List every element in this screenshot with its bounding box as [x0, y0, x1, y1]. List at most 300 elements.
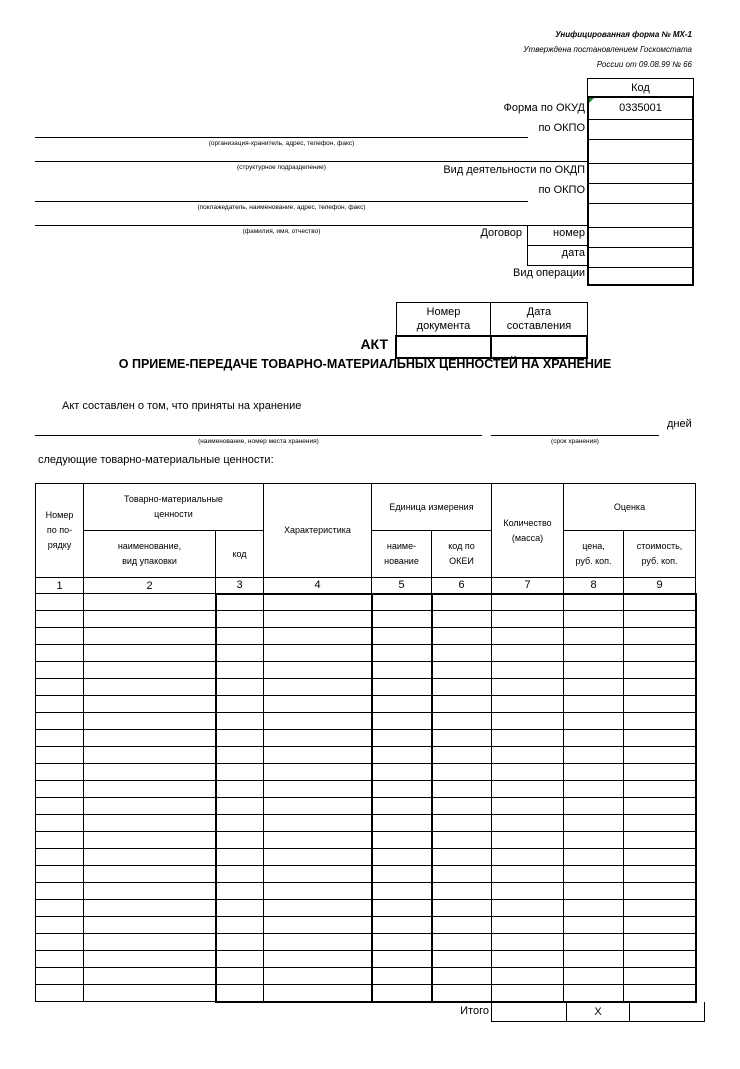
goods-name-cell[interactable] — [84, 628, 216, 645]
unit-name-cell[interactable] — [372, 900, 432, 917]
unit-name-cell[interactable] — [372, 628, 432, 645]
price-cell[interactable] — [564, 866, 624, 883]
goods-code-cell[interactable] — [216, 849, 264, 866]
price-cell[interactable] — [564, 951, 624, 968]
price-cell[interactable] — [564, 679, 624, 696]
days-label: дней — [667, 418, 692, 430]
characteristic-cell[interactable] — [264, 645, 372, 662]
okdp-code-cell[interactable] — [589, 163, 692, 184]
doc-number-head-line2: документа — [416, 320, 471, 332]
depositor-field-line[interactable] — [35, 201, 528, 202]
goods-code-cell[interactable] — [216, 917, 264, 934]
col-number-3: 3 — [216, 578, 264, 594]
price-cell[interactable] — [564, 883, 624, 900]
goods-code-cell[interactable] — [216, 883, 264, 900]
person-hint: (фамилия, имя, отчество) — [242, 228, 321, 235]
quantity-cell[interactable] — [492, 866, 564, 883]
unit-okei-cell[interactable] — [432, 798, 492, 815]
price-cell[interactable] — [564, 900, 624, 917]
price-cell[interactable] — [564, 849, 624, 866]
cost-cell[interactable] — [624, 883, 696, 900]
quantity-cell[interactable] — [492, 917, 564, 934]
total-quantity-cell[interactable] — [492, 1002, 567, 1022]
goods-name-cell[interactable] — [84, 713, 216, 730]
contract-number-label: номер — [553, 227, 585, 239]
characteristic-cell[interactable] — [264, 866, 372, 883]
goods-name-cell[interactable] — [84, 679, 216, 696]
characteristic-cell[interactable] — [264, 968, 372, 985]
quantity-cell[interactable] — [492, 594, 564, 611]
goods-name-cell[interactable] — [84, 866, 216, 883]
quantity-cell[interactable] — [492, 679, 564, 696]
code-box — [587, 96, 694, 286]
unit-okei-cell[interactable] — [432, 611, 492, 628]
head-evaluation: Оценка — [564, 484, 696, 531]
head-quantity — [492, 484, 564, 578]
unit-okei-cell[interactable] — [432, 832, 492, 849]
contract-date-label: дата — [561, 247, 585, 259]
goods-name-cell[interactable] — [84, 662, 216, 679]
table-row — [36, 696, 696, 713]
okpo2-code-cell[interactable] — [589, 183, 692, 204]
quantity-cell[interactable] — [492, 883, 564, 900]
unit-okei-cell[interactable] — [432, 662, 492, 679]
col-number-7: 7 — [492, 578, 564, 594]
row-number-cell[interactable] — [36, 747, 84, 764]
unit-okei-cell[interactable] — [432, 679, 492, 696]
contract-label: Договор — [480, 227, 522, 239]
head-price-l2: руб. коп. — [575, 556, 612, 566]
price-cell[interactable] — [564, 917, 624, 934]
price-cell[interactable] — [564, 645, 624, 662]
price-cell[interactable] — [564, 662, 624, 679]
unit-okei-cell[interactable] — [432, 628, 492, 645]
cost-cell[interactable] — [624, 747, 696, 764]
head-unit-name — [372, 531, 432, 578]
unit-okei-cell[interactable] — [432, 968, 492, 985]
storage-place-line[interactable] — [35, 435, 482, 436]
operation-type-cell[interactable] — [589, 267, 692, 285]
goods-code-cell[interactable] — [216, 900, 264, 917]
characteristic-cell[interactable] — [264, 798, 372, 815]
quantity-cell[interactable] — [492, 968, 564, 985]
unit-name-cell[interactable] — [372, 696, 432, 713]
goods-name-cell[interactable] — [84, 747, 216, 764]
goods-name-cell[interactable] — [84, 798, 216, 815]
cost-cell[interactable] — [624, 645, 696, 662]
price-cell[interactable] — [564, 628, 624, 645]
row-number-cell[interactable] — [36, 628, 84, 645]
contract-number-cell[interactable] — [589, 227, 692, 248]
goods-name-cell[interactable] — [84, 883, 216, 900]
quantity-cell[interactable] — [492, 985, 564, 1002]
quantity-cell[interactable] — [492, 764, 564, 781]
goods-code-cell[interactable] — [216, 968, 264, 985]
unit-okei-cell[interactable] — [432, 866, 492, 883]
goods-code-cell[interactable] — [216, 764, 264, 781]
table-row — [36, 747, 696, 764]
characteristic-cell[interactable] — [264, 662, 372, 679]
cost-cell[interactable] — [624, 934, 696, 951]
unit-name-cell[interactable] — [372, 849, 432, 866]
goods-name-cell[interactable] — [84, 696, 216, 713]
quantity-cell[interactable] — [492, 645, 564, 662]
act-title: АКТ — [360, 336, 388, 352]
table-row — [36, 815, 696, 832]
quantity-cell[interactable] — [492, 628, 564, 645]
unit-name-cell[interactable] — [372, 730, 432, 747]
goods-name-cell[interactable] — [84, 611, 216, 628]
table-row — [36, 679, 696, 696]
cost-cell[interactable] — [624, 849, 696, 866]
goods-table — [35, 483, 697, 1003]
price-cell[interactable] — [564, 696, 624, 713]
goods-name-cell[interactable] — [84, 849, 216, 866]
act-subtitle: О ПРИЕМЕ-ПЕРЕДАЧЕ ТОВАРНО-МАТЕРИАЛЬНЫХ ЦЕННОСТЕЙ НА ХРАНЕНИЕ — [118, 357, 612, 371]
head-unit-name-l1: наиме- — [386, 541, 417, 551]
characteristic-cell[interactable] — [264, 611, 372, 628]
col-number-1: 1 — [36, 578, 84, 594]
characteristic-cell[interactable] — [264, 917, 372, 934]
head-unit-okei-l1: код по — [448, 541, 475, 551]
unit-okei-cell[interactable] — [432, 696, 492, 713]
table-row — [36, 730, 696, 747]
quantity-cell[interactable] — [492, 900, 564, 917]
head-price — [564, 531, 624, 578]
row-number-cell[interactable] — [36, 781, 84, 798]
characteristic-cell[interactable] — [264, 696, 372, 713]
head-goods-name-l2: вид упаковки — [122, 556, 177, 566]
characteristic-cell[interactable] — [264, 985, 372, 1002]
price-cell[interactable] — [564, 713, 624, 730]
unit-name-cell[interactable] — [372, 594, 432, 611]
quantity-cell[interactable] — [492, 934, 564, 951]
unit-okei-cell[interactable] — [432, 934, 492, 951]
unit-okei-cell[interactable] — [432, 917, 492, 934]
unit-name-cell[interactable] — [372, 645, 432, 662]
unit-name-cell[interactable] — [372, 781, 432, 798]
table-row — [36, 798, 696, 815]
characteristic-cell[interactable] — [264, 781, 372, 798]
price-cell[interactable] — [564, 798, 624, 815]
cost-cell[interactable] — [624, 985, 696, 1002]
total-price-cell: X — [567, 1002, 630, 1022]
quantity-cell[interactable] — [492, 849, 564, 866]
division-hint: (структурное подразделение) — [237, 164, 326, 171]
cost-cell[interactable] — [624, 713, 696, 730]
price-cell[interactable] — [564, 968, 624, 985]
price-cell[interactable] — [564, 781, 624, 798]
goods-code-cell[interactable] — [216, 645, 264, 662]
cost-cell[interactable] — [624, 696, 696, 713]
quantity-cell[interactable] — [492, 611, 564, 628]
cost-cell[interactable] — [624, 594, 696, 611]
table-row — [36, 968, 696, 985]
row-number-cell[interactable] — [36, 815, 84, 832]
price-cell[interactable] — [564, 747, 624, 764]
okud-code-value: 0335001 — [619, 102, 662, 114]
unit-name-cell[interactable] — [372, 611, 432, 628]
characteristic-cell[interactable] — [264, 713, 372, 730]
cost-cell[interactable] — [624, 900, 696, 917]
characteristic-cell[interactable] — [264, 849, 372, 866]
table-row — [36, 594, 696, 611]
row-number-cell[interactable] — [36, 798, 84, 815]
price-cell[interactable] — [564, 815, 624, 832]
unit-okei-cell[interactable] — [432, 849, 492, 866]
contract-date-cell[interactable] — [589, 247, 692, 268]
table-row — [36, 849, 696, 866]
table-row — [36, 611, 696, 628]
goods-name-cell[interactable] — [84, 968, 216, 985]
cost-cell[interactable] — [624, 815, 696, 832]
unit-name-cell[interactable] — [372, 985, 432, 1002]
quantity-cell[interactable] — [492, 662, 564, 679]
characteristic-cell[interactable] — [264, 934, 372, 951]
okpo2-label: по ОКПО — [538, 184, 585, 196]
price-cell[interactable] — [564, 611, 624, 628]
cost-cell[interactable] — [624, 628, 696, 645]
goods-code-cell[interactable] — [216, 985, 264, 1002]
goods-code-cell[interactable] — [216, 662, 264, 679]
price-cell[interactable] — [564, 934, 624, 951]
characteristic-cell[interactable] — [264, 951, 372, 968]
goods-code-cell[interactable] — [216, 747, 264, 764]
row-number-cell[interactable] — [36, 645, 84, 662]
cost-cell[interactable] — [624, 679, 696, 696]
cost-cell[interactable] — [624, 781, 696, 798]
price-cell[interactable] — [564, 832, 624, 849]
col-number-4: 4 — [264, 578, 372, 594]
row-number-cell[interactable] — [36, 985, 84, 1002]
quantity-cell[interactable] — [492, 798, 564, 815]
goods-name-cell[interactable] — [84, 934, 216, 951]
quantity-cell[interactable] — [492, 951, 564, 968]
characteristic-cell[interactable] — [264, 594, 372, 611]
row-number-cell[interactable] — [36, 849, 84, 866]
cost-cell[interactable] — [624, 968, 696, 985]
approval-line-2: России от 09.08.99 № 66 — [596, 60, 692, 69]
unit-name-cell[interactable] — [372, 883, 432, 900]
depositor-extra-code-cell[interactable] — [589, 203, 692, 228]
unit-name-cell[interactable] — [372, 951, 432, 968]
unit-okei-cell[interactable] — [432, 764, 492, 781]
unit-okei-cell[interactable] — [432, 781, 492, 798]
unit-okei-cell[interactable] — [432, 594, 492, 611]
unit-name-cell[interactable] — [372, 866, 432, 883]
head-cost-l1: стоимость, — [636, 541, 683, 551]
goods-code-cell[interactable] — [216, 713, 264, 730]
row-number-cell[interactable] — [36, 917, 84, 934]
head-unit-okei — [432, 531, 492, 578]
goods-name-cell[interactable] — [84, 764, 216, 781]
goods-name-cell[interactable] — [84, 781, 216, 798]
unit-name-cell[interactable] — [372, 917, 432, 934]
characteristic-cell[interactable] — [264, 764, 372, 781]
row-number-cell[interactable] — [36, 764, 84, 781]
division-field-line[interactable] — [35, 161, 587, 162]
unit-okei-cell[interactable] — [432, 730, 492, 747]
doc-number-value[interactable] — [396, 336, 491, 358]
unit-okei-cell[interactable] — [432, 713, 492, 730]
row-number-cell[interactable] — [36, 679, 84, 696]
row-number-cell[interactable] — [36, 934, 84, 951]
cost-cell[interactable] — [624, 951, 696, 968]
characteristic-cell[interactable] — [264, 747, 372, 764]
doc-number-head — [396, 303, 491, 337]
storage-term-hint: (срок хранения) — [551, 438, 599, 445]
totals-table — [491, 1002, 705, 1022]
unit-okei-cell[interactable] — [432, 645, 492, 662]
goods-code-cell[interactable] — [216, 611, 264, 628]
goods-code-cell[interactable] — [216, 798, 264, 815]
contract-bottom-line — [527, 265, 587, 266]
row-number-cell[interactable] — [36, 900, 84, 917]
total-label: Итого — [460, 1005, 489, 1017]
head-row-number-l2: по по- — [46, 525, 73, 535]
goods-code-cell[interactable] — [216, 951, 264, 968]
table-row — [36, 781, 696, 798]
okud-code-cell[interactable] — [589, 98, 692, 119]
goods-name-cell[interactable] — [84, 815, 216, 832]
quantity-cell[interactable] — [492, 696, 564, 713]
quantity-cell[interactable] — [492, 832, 564, 849]
characteristic-cell[interactable] — [264, 628, 372, 645]
person-field-line[interactable] — [35, 225, 587, 226]
unit-name-cell[interactable] — [372, 934, 432, 951]
contract-mid-line — [527, 245, 587, 246]
quantity-cell[interactable] — [492, 815, 564, 832]
row-number-cell[interactable] — [36, 968, 84, 985]
characteristic-cell[interactable] — [264, 730, 372, 747]
unit-name-cell[interactable] — [372, 798, 432, 815]
unit-okei-cell[interactable] — [432, 747, 492, 764]
quantity-cell[interactable] — [492, 781, 564, 798]
cost-cell[interactable] — [624, 832, 696, 849]
unit-okei-cell[interactable] — [432, 815, 492, 832]
goods-name-cell[interactable] — [84, 645, 216, 662]
goods-name-cell[interactable] — [84, 832, 216, 849]
goods-code-cell[interactable] — [216, 832, 264, 849]
cost-cell[interactable] — [624, 866, 696, 883]
code-header: Код — [587, 78, 694, 97]
cost-cell[interactable] — [624, 798, 696, 815]
goods-code-cell[interactable] — [216, 696, 264, 713]
characteristic-cell[interactable] — [264, 815, 372, 832]
price-cell[interactable] — [564, 764, 624, 781]
head-row-number — [36, 484, 84, 578]
goods-code-cell[interactable] — [216, 730, 264, 747]
goods-name-cell[interactable] — [84, 900, 216, 917]
okpo-code-cell[interactable] — [589, 119, 692, 140]
okdp-label: Вид деятельности по ОКДП — [443, 164, 585, 176]
goods-code-cell[interactable] — [216, 781, 264, 798]
unit-okei-cell[interactable] — [432, 985, 492, 1002]
row-number-cell[interactable] — [36, 662, 84, 679]
unit-name-cell[interactable] — [372, 679, 432, 696]
col-number-5: 5 — [372, 578, 432, 594]
row-number-cell[interactable] — [36, 594, 84, 611]
col-number-6: 6 — [432, 578, 492, 594]
org-field-line[interactable] — [35, 137, 528, 138]
goods-code-cell[interactable] — [216, 679, 264, 696]
row-number-cell[interactable] — [36, 951, 84, 968]
row-number-cell[interactable] — [36, 730, 84, 747]
characteristic-cell[interactable] — [264, 832, 372, 849]
quantity-cell[interactable] — [492, 713, 564, 730]
goods-code-cell[interactable] — [216, 934, 264, 951]
goods-code-cell[interactable] — [216, 628, 264, 645]
cost-cell[interactable] — [624, 764, 696, 781]
quantity-cell[interactable] — [492, 747, 564, 764]
goods-code-cell[interactable] — [216, 815, 264, 832]
unit-name-cell[interactable] — [372, 662, 432, 679]
approval-line-1: Утверждена постановлением Госкомстата — [523, 45, 692, 54]
total-cost-cell[interactable] — [630, 1002, 705, 1022]
characteristic-cell[interactable] — [264, 900, 372, 917]
unit-name-cell[interactable] — [372, 832, 432, 849]
table-row — [36, 832, 696, 849]
row-number-cell[interactable] — [36, 883, 84, 900]
price-cell[interactable] — [564, 730, 624, 747]
table-row — [36, 883, 696, 900]
unit-name-cell[interactable] — [372, 713, 432, 730]
characteristic-cell[interactable] — [264, 883, 372, 900]
unit-okei-cell[interactable] — [432, 900, 492, 917]
cost-cell[interactable] — [624, 730, 696, 747]
goods-name-cell[interactable] — [84, 917, 216, 934]
row-number-cell[interactable] — [36, 696, 84, 713]
goods-name-cell[interactable] — [84, 594, 216, 611]
okud-label: Форма по ОКУД — [503, 102, 585, 114]
unit-okei-cell[interactable] — [432, 883, 492, 900]
unit-name-cell[interactable] — [372, 968, 432, 985]
intro-text: Акт составлен о том, что приняты на хранение — [62, 400, 302, 412]
goods-code-cell[interactable] — [216, 594, 264, 611]
head-characteristic: Характеристика — [264, 484, 372, 578]
row-number-cell[interactable] — [36, 832, 84, 849]
quantity-cell[interactable] — [492, 730, 564, 747]
head-goods — [84, 484, 264, 531]
table-row — [36, 934, 696, 951]
row-number-cell[interactable] — [36, 713, 84, 730]
cost-cell[interactable] — [624, 662, 696, 679]
goods-name-cell[interactable] — [84, 730, 216, 747]
unit-name-cell[interactable] — [372, 747, 432, 764]
unit-okei-cell[interactable] — [432, 951, 492, 968]
price-cell[interactable] — [564, 594, 624, 611]
goods-code-cell[interactable] — [216, 866, 264, 883]
characteristic-cell[interactable] — [264, 679, 372, 696]
row-number-cell[interactable] — [36, 866, 84, 883]
goods-name-cell[interactable] — [84, 951, 216, 968]
row-number-cell[interactable] — [36, 611, 84, 628]
unit-name-cell[interactable] — [372, 815, 432, 832]
head-quantity-l2: (масса) — [511, 532, 544, 543]
storage-term-line[interactable] — [491, 435, 659, 436]
unit-name-cell[interactable] — [372, 764, 432, 781]
cost-cell[interactable] — [624, 917, 696, 934]
goods-name-cell[interactable] — [84, 985, 216, 1002]
cost-cell[interactable] — [624, 611, 696, 628]
doc-date-value[interactable] — [491, 336, 587, 358]
table-row — [36, 662, 696, 679]
head-row-number-l1: Номер — [45, 510, 74, 520]
col-number-9: 9 — [624, 578, 696, 594]
head-goods-l2: ценности — [154, 509, 193, 519]
price-cell[interactable] — [564, 985, 624, 1002]
org-extra-code-cell[interactable] — [589, 139, 692, 164]
